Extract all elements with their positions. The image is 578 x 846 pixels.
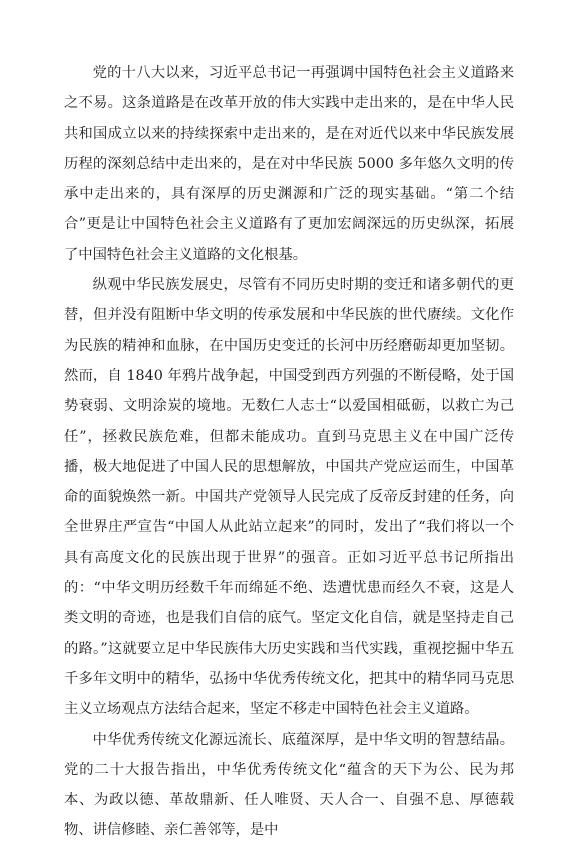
- paragraph-1: 党的十八大以来，习近平总书记一再强调中国特色社会主义道路来之不易。这条道路是在改革开放的伟大实践中走出来的，是在中华人民共和国成立以来的持续探索中走出来的，是在对近代以来中华民族发展历程的深刻总结中走出来的，是在对中华民族 5000 多年悠久文明的传承中走出来的，具有深厚的历史渊源和广泛的现实基础。“第二个结合”更是让中国特色社会主义道路有了更加宏阔深远的历史纵深，拓展了中国特色社会主义道路的文化根基。: [64, 65, 514, 263]
- paragraph-2: 纵观中华民族发展史，尽管有不同历史时期的变迁和诸多朝代的更替，但并没有阻断中华文明的传承发展和中华民族的世代赓续。文化作为民族的精神和血脉，在中国历史变迁的长河中历经磨砺却更加坚韧。然而，自 1840 年鸦片战争起，中国受到西方列强的不断侵略，处于国势衰弱、文明涂炭的境地。无数仁人志士“以爱国相砥砺，以救亡为己任”，拯救民族危难，但都未能成功。直到马克思主义在中国广泛传播，极大地促进了中国人民的思想解放，中国共产党应运而生，中国革命的面貌焕然一新。中国共产党领导人民完成了反帝反封建的任务，向全世界庄严宣告“中国人从此站立起来”的同时，发出了“我们将以一个具有高度文化的民族出现于世界”的强音。正如习近平总书记所指出的：“中华文明历经数千年而绵延不绝、迭遭忧患而经久不衰，这是人类文明的奇迹，也是我们自信的底气。坚定文化自信，就是坚持走自己的路。”这就要立足中华民族伟大历史实践和当代实践，重视挖掘中华五千多年文明中的精华，弘扬中华优秀传统文化，把其中的精华同马克思主义立场观点方法结合起来，坚定不移走中国特色社会主义道路。: [64, 277, 514, 718]
- paragraph-3: 中华优秀传统文化源远流长、底蕴深厚，是中华文明的智慧结晶。党的二十大报告指出，中华优秀传统文化“蕴含的天下为公、民为邦本、为政以德、革故鼎新、任人唯贤、天人合一、自强不息、厚德载物、讲信修睦、亲仁善邻等，是中: [64, 731, 514, 839]
